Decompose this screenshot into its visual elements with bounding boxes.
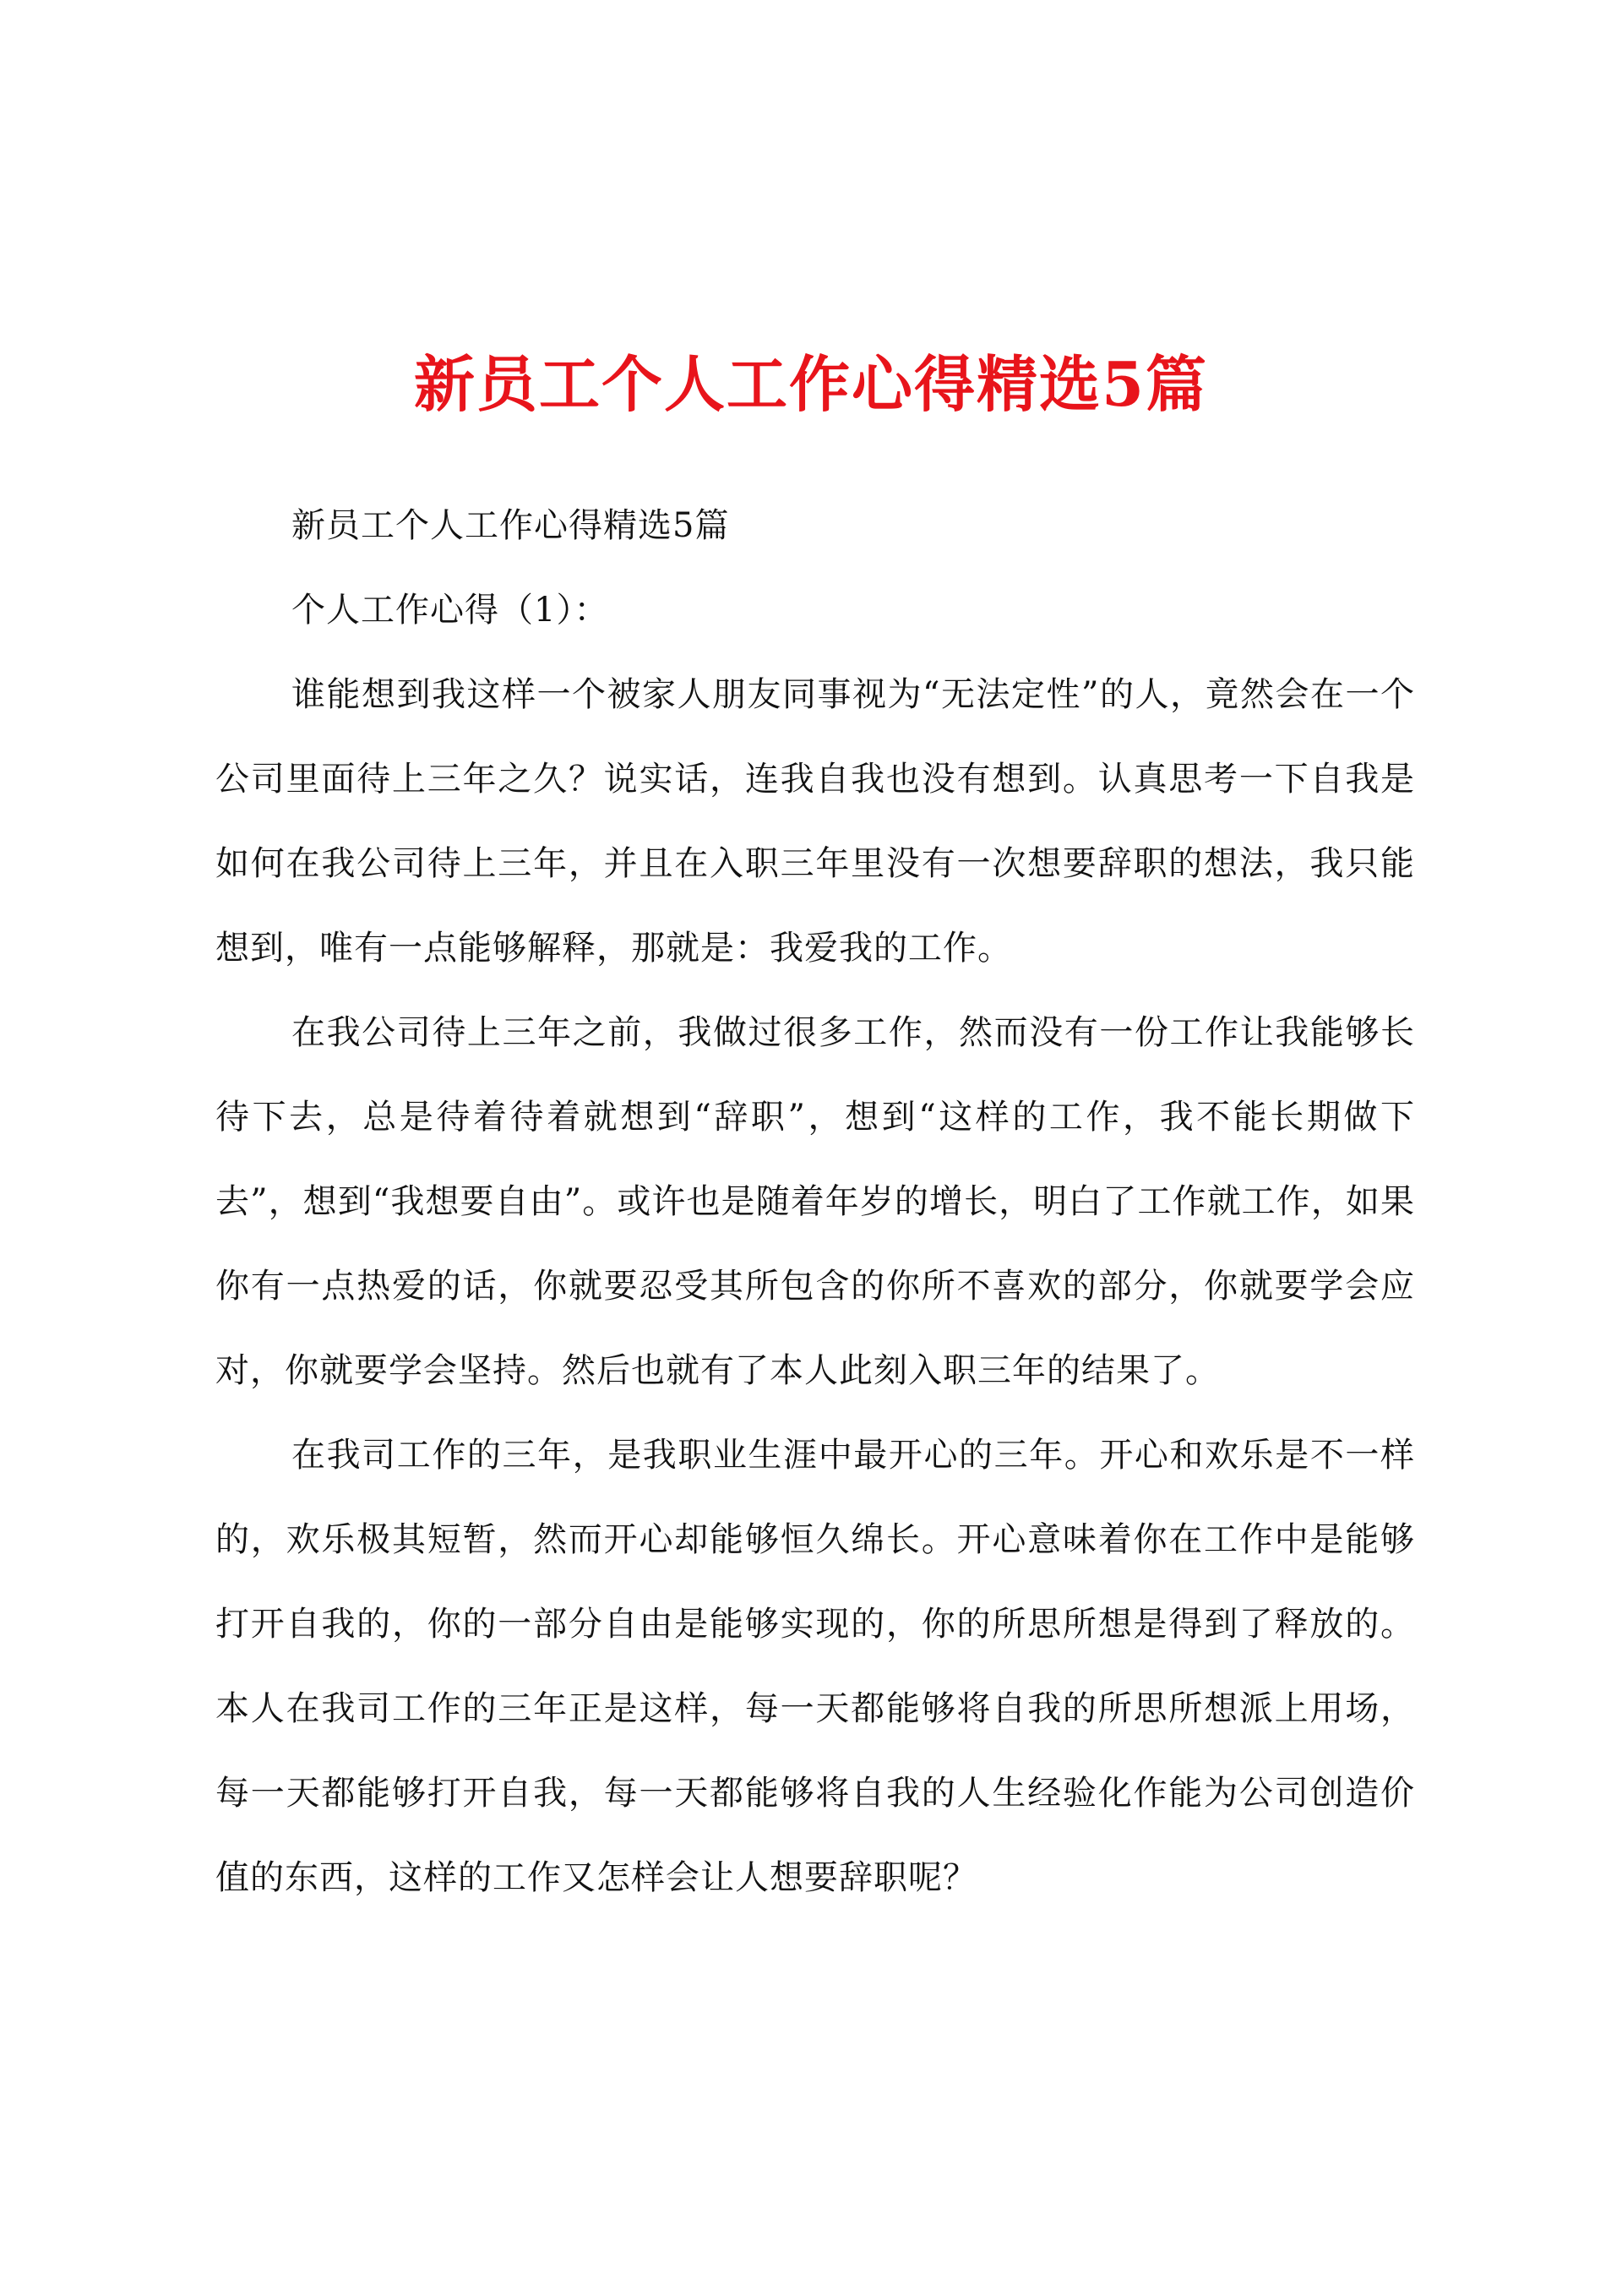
body-paragraph: 谁能想到我这样一个被家人朋友同事视为“无法定性”的人，竟然会在一个公司里面待上三年之久？说实话，连我自我也没有想到。认真思考一下自我是如何在我公司待上三年，并且在入职三年里没有一次想要辞职的想法，我只能想到，唯有一点能够解释，那就是：我爱我的工作。 <box>215 675 1415 968</box>
document-title: 新员工个人工作心得精选5篇 <box>413 348 1209 420</box>
document-body <box>215 483 1415 1920</box>
body-paragraph: 在我司工作的三年，是我职业生涯中最开心的三年。开心和欢乐是不一样的，欢乐极其短暂，然而开心却能够恒久绵长。开心意味着你在工作中是能够打开自我的，你的一部分自由是能够实现的，你的所思所想是得到了释放的。本人在我司工作的三年正是这样，每一天都能够将自我的所思所想派上用场，每一天都能够打开自我，每一天都能够将自我的人生经验化作能为公司创造价值的东西，这样的工作又怎样会让人想要辞职呢？ <box>215 1436 1415 1897</box>
body-paragraph: 在我公司待上三年之前，我做过很多工作，然而没有一份工作让我能够长待下去，总是待着待着就想到“辞职”，想到“这样的工作，我不能长期做下去”，想到“我想要自由”。或许也是随着年岁的增长，明白了工作就工作，如果你有一点热爱的话，你就要忍受其所包含的你所不喜欢的部分，你就要学会应对，你就要学会坚持。然后也就有了本人此刻入职三年的结果了。 <box>215 1013 1415 1390</box>
subtitle-paragraph: 新员工个人工作心得精选5篇 <box>291 506 730 545</box>
section-heading: 个人工作心得（1）： <box>291 591 609 630</box>
